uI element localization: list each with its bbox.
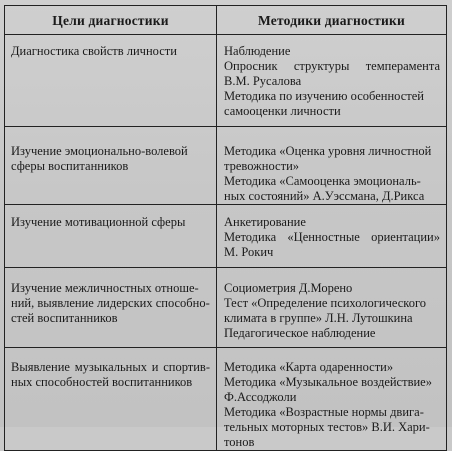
goal-line: Выявление музыкальных и спортив- bbox=[11, 360, 210, 374]
methods-cell bbox=[217, 35, 447, 127]
goal-line: Диагностика свойств личности bbox=[11, 44, 177, 58]
header-methods: Методики диагностики bbox=[217, 6, 447, 35]
method-line: Ф.Ассоджоли bbox=[224, 390, 297, 404]
method-line: тревожности» bbox=[224, 159, 300, 173]
methods-cell bbox=[217, 127, 447, 205]
goal-line: стей воспитанников bbox=[11, 311, 118, 325]
table-row bbox=[5, 268, 447, 348]
method-line: Методика по изучению особенностей bbox=[224, 89, 424, 103]
method-line: Социометрия Д.Морено bbox=[224, 281, 353, 295]
method-line: Методика «Возрастные нормы двига- bbox=[224, 405, 424, 419]
table-row bbox=[5, 127, 447, 205]
goal-cell bbox=[5, 348, 217, 451]
method-line: Тест «Определение психологического bbox=[224, 296, 427, 310]
header-goals: Цели диагностики bbox=[5, 6, 217, 35]
goal-line: Изучение эмоционально-волевой bbox=[11, 144, 188, 158]
method-line: Методика «Ценностные ориентации» bbox=[224, 230, 440, 244]
goal-line: сферы воспитанников bbox=[11, 159, 129, 173]
method-line: климата в группе» Л.Н. Лутошкина bbox=[224, 311, 413, 325]
table-row bbox=[5, 205, 447, 268]
method-line: ных состояний» А.Уэссмана, Д.Рикса bbox=[224, 189, 425, 203]
goal-line: ний, выявление лидерских способно- bbox=[11, 296, 210, 310]
goal-cell bbox=[5, 35, 217, 127]
method-line: Наблюдение bbox=[224, 44, 291, 58]
goal-cell bbox=[5, 127, 217, 205]
method-line: тонов bbox=[224, 435, 255, 449]
methods-cell bbox=[217, 268, 447, 348]
table-header-row bbox=[5, 6, 447, 35]
goal-line: Изучение межличностных отноше- bbox=[11, 281, 199, 295]
goal-line: Изучение мотивационной сферы bbox=[11, 215, 186, 229]
goal-line: ных способностей воспитанников bbox=[11, 375, 193, 389]
methods-cell bbox=[217, 348, 447, 451]
method-line: самооценки личности bbox=[224, 104, 341, 118]
table-row bbox=[5, 35, 447, 127]
method-line: Методика «Карта одаренности» bbox=[224, 360, 394, 374]
method-line: тельных моторных тестов» В.И. Хари- bbox=[224, 420, 430, 434]
methods-cell bbox=[217, 205, 447, 268]
goal-cell bbox=[5, 268, 217, 348]
method-line: М. Рокич bbox=[224, 245, 274, 259]
method-line: Методика «Музыкальное воздействие» bbox=[224, 375, 432, 389]
method-line: Опросник структуры темперамента bbox=[224, 59, 440, 73]
method-line: Анкетирование bbox=[224, 215, 306, 229]
method-line: Методика «Самооценка эмоциональ- bbox=[224, 174, 421, 188]
method-line: Методика «Оценка уровня личностной bbox=[224, 144, 432, 158]
method-line: Педагогическое наблюдение bbox=[224, 326, 376, 340]
method-line: В.М. Русалова bbox=[224, 74, 302, 88]
table-row bbox=[5, 348, 447, 451]
diagnostics-table bbox=[4, 5, 447, 451]
goal-cell bbox=[5, 205, 217, 268]
